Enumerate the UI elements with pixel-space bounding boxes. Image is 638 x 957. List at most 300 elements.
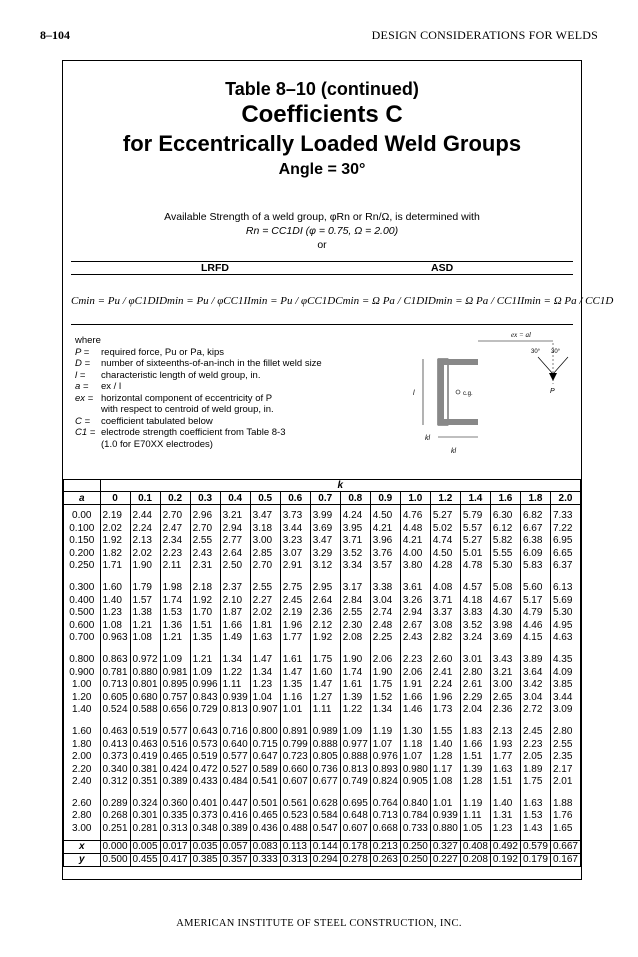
coefficient-cell: 2.80 <box>460 667 490 680</box>
coefficient-cell: 1.74 <box>160 595 190 608</box>
coefficient-cell: 0.519 <box>130 721 160 739</box>
asd-label: ASD <box>431 262 454 274</box>
diagram-kl-label-1: kl <box>425 435 431 442</box>
xy-cell: 0.294 <box>310 853 340 866</box>
coefficient-cell: 1.21 <box>160 632 190 649</box>
load-line-1 <box>538 357 553 374</box>
coefficient-cell: 2.64 <box>310 595 340 608</box>
coefficient-cell: 5.30 <box>490 560 520 577</box>
coefficient-cell: 2.04 <box>460 704 490 721</box>
formula-row <box>71 277 614 325</box>
xy-cell: 0.667 <box>550 840 580 853</box>
coefficient-cell: 0.801 <box>130 679 160 692</box>
coefficient-cell: 0.880 <box>430 823 460 840</box>
diagram-angle-2: 30° <box>551 349 561 355</box>
coefficient-cell: 0.800 <box>250 721 280 739</box>
coefficient-cell: 2.37 <box>220 577 250 595</box>
coefficient-cell: 3.69 <box>310 523 340 536</box>
coefficient-cell: 1.21 <box>130 620 160 633</box>
x-row <box>64 840 581 853</box>
table-row <box>64 692 581 705</box>
coefficient-cell: 4.78 <box>460 560 490 577</box>
coefficient-cell: 1.51 <box>190 620 220 633</box>
coefficient-cell: 0.289 <box>100 793 130 811</box>
table-row <box>64 751 581 764</box>
coefficient-cell: 0.335 <box>160 810 190 823</box>
table-title: Coefficients C <box>241 101 403 128</box>
xy-cell: 0.167 <box>550 853 580 866</box>
coefficient-cell: 0.340 <box>100 764 130 777</box>
coefficient-cell: 3.24 <box>460 632 490 649</box>
coefficient-cell: 0.488 <box>280 823 310 840</box>
coefficient-cell: 0.389 <box>160 776 190 793</box>
coefficient-cell: 0.668 <box>370 823 400 840</box>
coefficient-cell: 0.895 <box>160 679 190 692</box>
coefficient-cell: 1.66 <box>460 739 490 752</box>
coefficient-cell: 2.67 <box>400 620 430 633</box>
coefficient-cell: 1.79 <box>130 577 160 595</box>
coefficient-cell: 1.92 <box>310 632 340 649</box>
column-header-row <box>64 492 581 505</box>
coefficient-cell: 2.08 <box>340 632 370 649</box>
coefficient-cell: 0.463 <box>130 739 160 752</box>
xy-cell: 0.178 <box>340 840 370 853</box>
coefficient-cell: 0.888 <box>310 739 340 752</box>
coefficient-cell: 0.281 <box>130 823 160 840</box>
k-column-header: 0 <box>100 492 130 505</box>
coefficient-cell: 1.63 <box>490 764 520 777</box>
xy-cell: 0.455 <box>130 853 160 866</box>
xy-cell: 0.192 <box>490 853 520 866</box>
coefficient-cell: 1.35 <box>280 679 310 692</box>
coefficient-cell: 0.584 <box>310 810 340 823</box>
coefficient-cell: 0.577 <box>220 751 250 764</box>
coefficient-cell: 3.38 <box>370 577 400 595</box>
coefficient-cell: 1.40 <box>430 739 460 752</box>
coefficient-cell: 2.45 <box>520 721 550 739</box>
coefficient-cell: 2.18 <box>190 577 220 595</box>
coefficient-cell: 0.907 <box>250 704 280 721</box>
coefficient-cell: 2.31 <box>190 560 220 577</box>
table-row <box>64 823 581 840</box>
coefficient-cell: 5.01 <box>460 548 490 561</box>
coefficient-cell: 0.577 <box>160 721 190 739</box>
intro-line-3: or <box>317 239 327 251</box>
coefficient-cell: 0.976 <box>370 751 400 764</box>
coefficient-cell: 1.39 <box>460 764 490 777</box>
a-value: 2.60 <box>64 793 101 811</box>
coefficient-cell: 1.23 <box>100 607 130 620</box>
coefficient-cell: 1.43 <box>520 823 550 840</box>
coefficient-cell: 2.85 <box>250 548 280 561</box>
xy-cell: 0.227 <box>430 853 460 866</box>
coefficient-cell: 4.79 <box>520 607 550 620</box>
diagram-ex-label: ex = al <box>511 331 531 339</box>
coefficient-cell: 2.75 <box>280 577 310 595</box>
coefficient-cell: 1.71 <box>100 560 130 577</box>
legend-symbol: C = <box>75 415 91 427</box>
coefficient-cell: 0.484 <box>220 776 250 793</box>
coefficient-cell: 6.82 <box>520 505 550 523</box>
legend-symbol: D = <box>75 358 91 369</box>
coefficient-cell: 3.37 <box>430 607 460 620</box>
k-column-header: 0.5 <box>250 492 280 505</box>
coefficient-cell: 0.977 <box>340 739 370 752</box>
coefficient-cell: 0.781 <box>100 667 130 680</box>
coefficient-cell: 0.251 <box>100 823 130 840</box>
coefficient-cell: 4.63 <box>550 632 580 649</box>
coefficient-cell: 3.09 <box>550 704 580 721</box>
coefficient-cell: 2.06 <box>370 649 400 667</box>
coefficient-cell: 1.49 <box>220 632 250 649</box>
coefficient-cell: 2.84 <box>340 595 370 608</box>
diagram-cg-label: c.g. <box>463 391 473 397</box>
coefficient-cell: 5.55 <box>490 548 520 561</box>
coefficient-cell: 1.34 <box>250 667 280 680</box>
xy-cell: 0.057 <box>220 840 250 853</box>
legend-description: characteristic length of weld group, in. <box>101 369 261 381</box>
coefficient-cell: 1.30 <box>400 721 430 739</box>
coefficient-cell: 3.12 <box>310 560 340 577</box>
coefficient-cell: 0.939 <box>220 692 250 705</box>
table-row <box>64 793 581 811</box>
coefficient-cell: 0.523 <box>280 810 310 823</box>
a-value: 0.600 <box>64 620 101 633</box>
coefficient-cell: 3.17 <box>340 577 370 595</box>
coefficient-cell: 1.23 <box>250 679 280 692</box>
coefficient-cell: 3.71 <box>430 595 460 608</box>
coefficient-cell: 1.66 <box>220 620 250 633</box>
coefficient-cell: 3.21 <box>220 505 250 523</box>
coefficient-cell: 1.82 <box>100 548 130 561</box>
coefficient-cell: 0.813 <box>340 764 370 777</box>
xy-cell: 0.385 <box>190 853 220 866</box>
coefficient-cell: 4.21 <box>370 523 400 536</box>
coefficient-cell: 0.723 <box>280 751 310 764</box>
a-value: 0.150 <box>64 535 101 548</box>
a-value: 2.40 <box>64 776 101 793</box>
coefficient-cell: 0.501 <box>250 793 280 811</box>
coefficient-cell: 4.50 <box>370 505 400 523</box>
coefficient-cell: 5.69 <box>550 595 580 608</box>
coefficient-cell: 0.301 <box>130 810 160 823</box>
asd-formula-cmin: Cmin = Ω Pa / C1DI <box>335 294 428 307</box>
coefficient-cell: 1.81 <box>250 620 280 633</box>
coefficient-cell: 2.94 <box>220 523 250 536</box>
legend-item <box>75 381 395 393</box>
coefficient-cell: 2.35 <box>550 751 580 764</box>
coefficient-cell: 4.76 <box>400 505 430 523</box>
coefficient-cell: 1.39 <box>340 692 370 705</box>
coefficient-cell: 2.05 <box>520 751 550 764</box>
coefficient-cell: 0.799 <box>280 739 310 752</box>
legend-item <box>75 416 395 428</box>
xy-cell: 0.333 <box>250 853 280 866</box>
coefficient-cell: 0.972 <box>130 649 160 667</box>
coefficient-cell: 0.463 <box>100 721 130 739</box>
coefficient-cell: 2.82 <box>430 632 460 649</box>
k-column-header: 0.4 <box>220 492 250 505</box>
legend-description: horizontal component of eccentricity of P <box>101 392 273 404</box>
coefficient-cell: 0.843 <box>190 692 220 705</box>
coefficient-cell: 3.85 <box>550 679 580 692</box>
coefficient-cell: 1.11 <box>310 704 340 721</box>
a-value: 0.300 <box>64 577 101 595</box>
coefficient-cell: 0.607 <box>280 776 310 793</box>
xy-cell: 0.144 <box>310 840 340 853</box>
coefficient-cell: 5.82 <box>490 535 520 548</box>
coefficient-cell: 2.12 <box>310 620 340 633</box>
xy-cell: 0.113 <box>280 840 310 853</box>
a-value: 2.20 <box>64 764 101 777</box>
coefficient-cell: 3.01 <box>460 649 490 667</box>
coefficient-cell: 2.06 <box>400 667 430 680</box>
coefficient-cell: 2.47 <box>160 523 190 536</box>
k-column-header: 1.2 <box>430 492 460 505</box>
coefficient-cell: 0.713 <box>370 810 400 823</box>
coefficient-cell: 1.51 <box>460 751 490 764</box>
coefficient-cell: 0.805 <box>310 751 340 764</box>
legend-description: (1.0 for E70XX electrodes) <box>101 438 213 450</box>
coefficient-cell: 0.447 <box>220 793 250 811</box>
coefficient-cell: 2.80 <box>550 721 580 739</box>
chapter-title: DESIGN CONSIDERATIONS FOR WELDS <box>371 28 598 42</box>
coefficient-cell: 0.561 <box>280 793 310 811</box>
coefficient-cell: 5.57 <box>460 523 490 536</box>
coefficient-cell: 4.30 <box>490 607 520 620</box>
coefficient-cell: 0.312 <box>100 776 130 793</box>
coefficient-cell: 2.60 <box>430 649 460 667</box>
legend-symbol: P = <box>75 346 90 358</box>
coefficient-cell: 3.64 <box>520 667 550 680</box>
coefficient-cell: 1.11 <box>220 679 250 692</box>
coefficient-cell: 1.77 <box>280 632 310 649</box>
legend-description: coefficient tabulated below <box>101 415 213 427</box>
coefficient-cell: 0.963 <box>100 632 130 649</box>
coefficient-cell: 0.373 <box>100 751 130 764</box>
coefficient-cell: 2.41 <box>430 667 460 680</box>
coefficient-cell: 1.38 <box>130 607 160 620</box>
coefficient-cell: 3.95 <box>340 523 370 536</box>
coefficient-cell: 2.96 <box>190 505 220 523</box>
coefficient-cell: 0.416 <box>220 810 250 823</box>
coefficient-cell: 0.729 <box>190 704 220 721</box>
table-frame <box>62 60 614 880</box>
coefficient-cell: 2.13 <box>490 721 520 739</box>
coefficient-cell: 2.95 <box>310 577 340 595</box>
coefficient-cell: 3.34 <box>340 560 370 577</box>
coefficient-cell: 2.55 <box>550 739 580 752</box>
k-column-header: 0.7 <box>310 492 340 505</box>
coefficient-cell: 3.57 <box>370 560 400 577</box>
coefficient-cell: 0.588 <box>130 704 160 721</box>
coefficient-cell: 1.16 <box>280 692 310 705</box>
coefficient-cell: 3.96 <box>370 535 400 548</box>
coefficient-cell: 2.02 <box>130 548 160 561</box>
coefficient-cell: 0.880 <box>130 667 160 680</box>
xy-cell: 0.263 <box>370 853 400 866</box>
coefficient-cell: 1.52 <box>370 692 400 705</box>
coefficient-cell: 3.44 <box>280 523 310 536</box>
a-value: 0.250 <box>64 560 101 577</box>
coefficient-cell: 1.18 <box>400 739 430 752</box>
coefficient-cell: 1.90 <box>340 649 370 667</box>
coefficient-cell: 0.893 <box>370 764 400 777</box>
lrfd-label: LRFD <box>201 262 229 274</box>
a-value: 0.00 <box>64 505 101 523</box>
coefficient-cell: 0.436 <box>250 823 280 840</box>
coefficient-cell: 0.351 <box>130 776 160 793</box>
coefficient-cell: 2.55 <box>250 577 280 595</box>
table-row <box>64 620 581 633</box>
coefficient-cell: 1.83 <box>460 721 490 739</box>
coefficient-cell: 0.472 <box>190 764 220 777</box>
coefficient-cell: 6.95 <box>550 535 580 548</box>
coefficient-cell: 0.888 <box>340 751 370 764</box>
coefficient-cell: 2.19 <box>100 505 130 523</box>
legend-item <box>75 404 395 416</box>
table-row <box>64 505 581 523</box>
coefficient-cell: 3.83 <box>460 607 490 620</box>
coefficient-cell: 2.70 <box>160 505 190 523</box>
coefficient-cell: 0.863 <box>100 649 130 667</box>
coefficient-cell: 0.360 <box>160 793 190 811</box>
k-column-header: 0.8 <box>340 492 370 505</box>
coefficient-cell: 1.57 <box>130 595 160 608</box>
coefficient-cell: 3.42 <box>520 679 550 692</box>
coefficient-cell: 0.547 <box>310 823 340 840</box>
table-row <box>64 764 581 777</box>
legend-item <box>75 358 395 370</box>
coefficient-cell: 0.401 <box>190 793 220 811</box>
coefficient-cell: 1.27 <box>310 692 340 705</box>
coefficient-cell: 1.40 <box>490 793 520 811</box>
coefficient-cell: 0.313 <box>160 823 190 840</box>
coefficient-cell: 4.21 <box>400 535 430 548</box>
k-label: k <box>100 480 581 492</box>
coefficient-cell: 1.28 <box>460 776 490 793</box>
table-row <box>64 667 581 680</box>
coefficient-cell: 2.25 <box>370 632 400 649</box>
coefficient-cell: 0.324 <box>130 793 160 811</box>
coefficient-cell: 0.660 <box>280 764 310 777</box>
coefficient-cell: 1.88 <box>550 793 580 811</box>
coefficient-cell: 1.09 <box>160 649 190 667</box>
coefficient-cell: 3.71 <box>340 535 370 548</box>
coefficient-cell: 2.94 <box>400 607 430 620</box>
coefficient-cell: 0.980 <box>400 764 430 777</box>
coefficient-cell: 7.33 <box>550 505 580 523</box>
coefficient-cell: 0.716 <box>220 721 250 739</box>
coefficient-cell: 0.465 <box>250 810 280 823</box>
table-row <box>64 577 581 595</box>
coefficient-cell: 0.840 <box>400 793 430 811</box>
xy-cell: 0.278 <box>340 853 370 866</box>
coefficient-cell: 0.989 <box>310 721 340 739</box>
xy-cell: 0.579 <box>520 840 550 853</box>
coefficient-cell: 0.524 <box>100 704 130 721</box>
a-value: 0.900 <box>64 667 101 680</box>
coefficient-cell: 4.15 <box>520 632 550 649</box>
coefficient-cell: 4.28 <box>430 560 460 577</box>
coefficient-cell: 1.04 <box>250 692 280 705</box>
coefficient-cell: 1.53 <box>160 607 190 620</box>
legend-item <box>75 393 395 405</box>
coefficient-cell: 4.09 <box>550 667 580 680</box>
coefficient-cell: 1.60 <box>310 667 340 680</box>
xy-cell: 0.250 <box>400 853 430 866</box>
coefficient-cell: 2.10 <box>220 595 250 608</box>
coefficient-cell: 2.23 <box>160 548 190 561</box>
legend-symbol: l = <box>75 369 86 381</box>
coefficient-cell: 3.61 <box>400 577 430 595</box>
table-row <box>64 810 581 823</box>
coefficient-cell: 3.47 <box>310 535 340 548</box>
coefficient-cell: 3.89 <box>520 649 550 667</box>
coefficient-cell: 3.04 <box>520 692 550 705</box>
coefficient-cell: 1.51 <box>490 776 520 793</box>
legend-symbol <box>75 439 101 451</box>
coefficient-cell: 5.17 <box>520 595 550 608</box>
coefficient-cell: 0.939 <box>430 810 460 823</box>
page-footer: AMERICAN INSTITUTE OF STEEL CONSTRUCTION, INC. <box>176 918 462 929</box>
coefficient-cell: 0.647 <box>250 751 280 764</box>
a-value: 1.00 <box>64 679 101 692</box>
a-value: 1.40 <box>64 704 101 721</box>
lrfd-formula-cmin: Cmin = Pu / φC1DI <box>71 294 160 307</box>
coefficient-cell: 2.02 <box>250 607 280 620</box>
coefficient-cell: 1.46 <box>400 704 430 721</box>
coefficient-cell: 2.91 <box>280 560 310 577</box>
row-label: x <box>64 840 101 853</box>
coefficient-cell: 1.07 <box>370 739 400 752</box>
coefficient-cell: 0.996 <box>190 679 220 692</box>
coefficient-cell: 0.824 <box>370 776 400 793</box>
coefficient-cell: 0.764 <box>370 793 400 811</box>
xy-cell: 0.417 <box>160 853 190 866</box>
legend-symbol: ex = <box>75 392 94 404</box>
coefficient-cell: 1.09 <box>190 667 220 680</box>
diagram-angle-1: 30° <box>531 349 541 355</box>
coefficient-cell: 6.09 <box>520 548 550 561</box>
coefficient-cell: 2.70 <box>250 560 280 577</box>
coefficient-cell: 0.628 <box>310 793 340 811</box>
coefficient-cell: 0.589 <box>250 764 280 777</box>
xy-cell: 0.313 <box>280 853 310 866</box>
coefficient-cell: 5.60 <box>520 577 550 595</box>
k-column-header: 0.3 <box>190 492 220 505</box>
coefficient-cell: 1.21 <box>190 649 220 667</box>
coefficient-cell: 1.66 <box>400 692 430 705</box>
coefficient-cell: 3.43 <box>490 649 520 667</box>
coefficient-cell: 1.92 <box>190 595 220 608</box>
load-arrow-icon <box>549 373 557 381</box>
coefficient-cell: 1.89 <box>520 764 550 777</box>
coefficient-cell: 0.891 <box>280 721 310 739</box>
coefficient-cell: 3.76 <box>370 548 400 561</box>
coefficient-cell: 1.77 <box>490 751 520 764</box>
coefficient-cell: 0.677 <box>310 776 340 793</box>
coefficient-cell: 0.268 <box>100 810 130 823</box>
coefficient-cell: 0.605 <box>100 692 130 705</box>
legend-item <box>75 427 395 439</box>
coefficient-cell: 2.27 <box>250 595 280 608</box>
coefficient-cell: 0.348 <box>190 823 220 840</box>
coefficient-cell: 2.50 <box>220 560 250 577</box>
coefficient-cell: 2.48 <box>370 620 400 633</box>
coefficient-cell: 1.47 <box>280 667 310 680</box>
coefficient-cell: 3.44 <box>550 692 580 705</box>
